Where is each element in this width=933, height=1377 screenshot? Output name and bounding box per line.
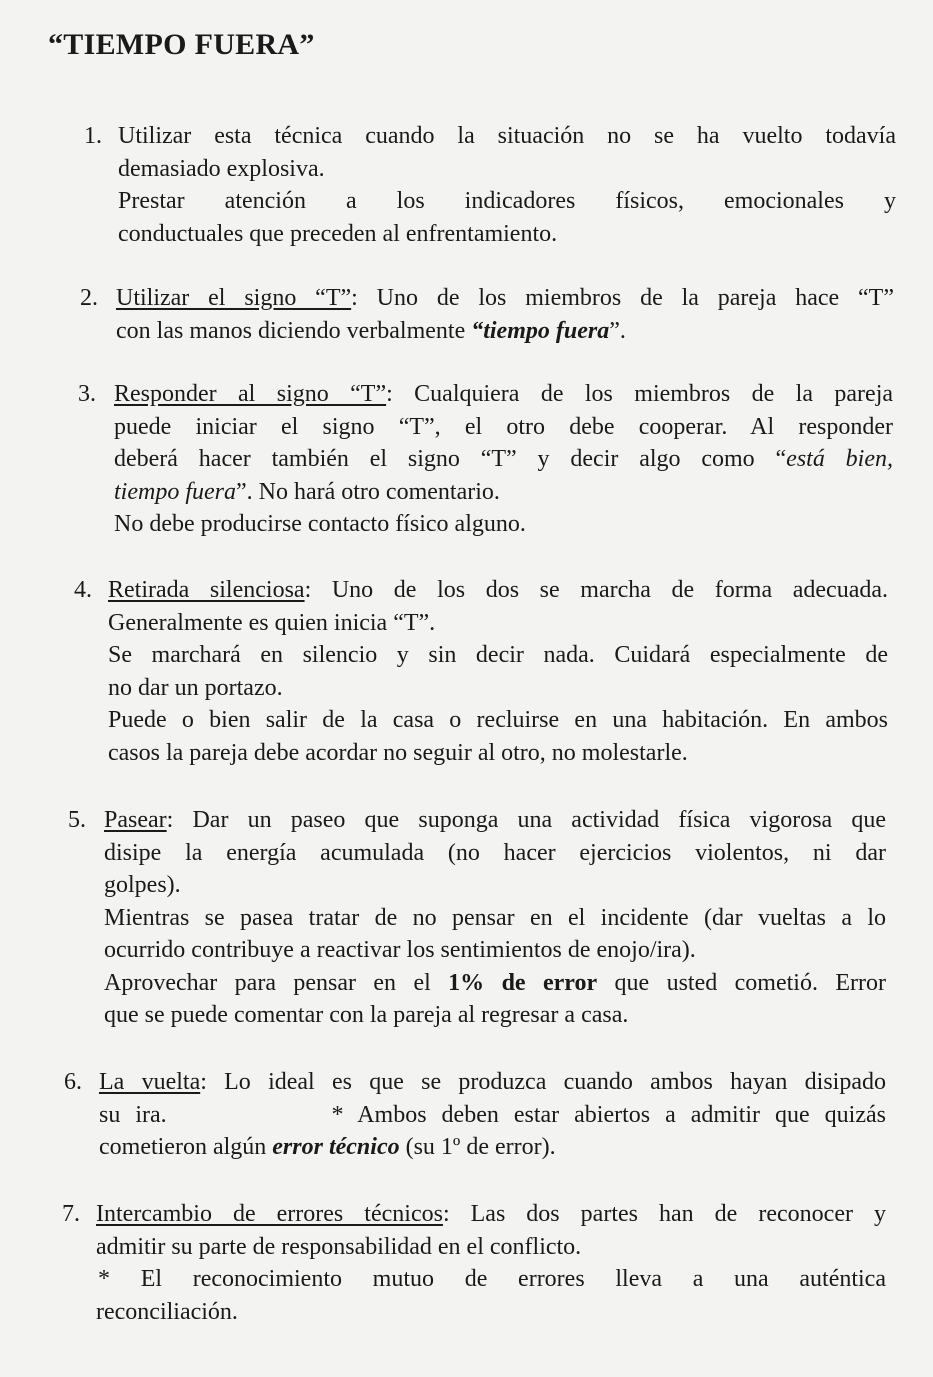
item-text: : Lo ideal es que se produzca cuando ambos hayan disipado <box>200 1069 886 1095</box>
item-heading: Intercambio de errores técnicos <box>96 1201 443 1227</box>
item-text: Generalmente es quien inicia “T”. <box>108 609 436 636</box>
item-text: su ira. * Ambos deben estar abiertos a admitir que quizás <box>99 1101 886 1128</box>
item-text: : Dar un paseo que suponga una actividad física vigorosa que <box>166 807 886 833</box>
emphasis-text: “tiempo fuera <box>471 317 610 344</box>
item-text: conductuales que preceden al enfrentamiento. <box>118 220 558 247</box>
item-text: golpes). <box>104 872 181 898</box>
item-text: puede iniciar el signo “T”, el otro debe cooperar. Al responder <box>114 413 893 440</box>
emphasis-text: tiempo fuera <box>114 478 236 505</box>
list-item-4 <box>74 574 888 769</box>
item-text: cometieron algún <box>99 1134 273 1160</box>
list-item-1 <box>84 120 896 250</box>
item-heading: Retirada silenciosa <box>108 577 305 603</box>
item-text: Utilizar esta técnica cuando la situación no se ha vuelto todavía <box>118 123 896 149</box>
item-text: Mientras se pasea tratar de no pensar en el incidente (dar vueltas a lo <box>104 904 886 931</box>
item-text: Prestar atención a los indicadores físicos, emocionales y <box>118 188 896 214</box>
item-number: 5. <box>68 807 86 833</box>
item-text: ”. No hará otro comentario. <box>235 478 500 505</box>
item-text: ”. <box>609 317 626 344</box>
item-text: Puede o bien salir de la casa o recluirse en una habitación. En ambos <box>108 707 888 733</box>
item-heading: Utilizar el signo “T” <box>116 285 352 311</box>
item-number: 7. <box>62 1201 80 1227</box>
item-text: deberá hacer también el signo “T” y decir algo como “ <box>114 446 787 472</box>
list-item-6 <box>64 1066 886 1164</box>
item-text: con las manos diciendo verbalmente <box>116 317 472 344</box>
list-item-5 <box>68 804 886 1032</box>
emphasis-text: error técnico <box>272 1134 400 1160</box>
item-text: No debe producirse contacto físico alguno. <box>114 511 526 537</box>
list-item-3 <box>78 378 893 541</box>
item-text: casos la pareja debe acordar no seguir al otro, no molestarle. <box>108 739 688 766</box>
item-text: que se puede comentar con la pareja al regresar a casa. <box>104 1002 629 1028</box>
item-number: 3. <box>78 381 96 407</box>
item-text: : Las dos partes han de reconocer y <box>442 1201 886 1227</box>
item-text: : Uno de los miembros de la pareja hace “T” <box>351 285 894 311</box>
bold-text: 1% de error <box>448 969 598 996</box>
item-heading: La vuelta <box>99 1069 201 1095</box>
item-text: : Uno de los dos se marcha de forma adecuada. <box>304 577 889 603</box>
item-text: (su 1º de error). <box>399 1134 556 1160</box>
item-number: 2. <box>80 285 98 311</box>
item-text: disipe la energía acumulada (no hacer ejercicios violentos, ni dar <box>104 839 886 866</box>
item-text: Se marchará en silencio y sin decir nada. Cuidará especialmente de <box>108 642 888 668</box>
item-text: * El reconocimiento mutuo de errores lleva a una auténtica <box>98 1266 886 1292</box>
item-number: 1. <box>84 123 102 149</box>
item-heading: Responder al signo “T” <box>114 381 387 407</box>
list-item-7 <box>62 1198 886 1328</box>
page-title: “TIEMPO FUERA” <box>48 28 315 61</box>
list-item-2 <box>80 282 894 347</box>
item-heading: Pasear <box>104 807 167 833</box>
item-text: demasiado explosiva. <box>118 155 325 182</box>
item-text: reconciliación. <box>96 1298 238 1325</box>
item-text: ocurrido contribuye a reactivar los sentimientos de enojo/ira). <box>104 937 696 963</box>
item-text: Aprovechar para pensar en el <box>104 969 449 996</box>
item-number: 6. <box>64 1069 82 1095</box>
item-text: admitir su parte de responsabilidad en el conflicto. <box>96 1233 582 1260</box>
item-number: 4. <box>74 577 92 603</box>
item-text: que usted cometió. Error <box>597 969 886 996</box>
item-text: no dar un portazo. <box>108 674 283 701</box>
item-text: : Cualquiera de los miembros de la pareja <box>386 381 894 407</box>
emphasis-text: está bien, <box>786 446 893 472</box>
